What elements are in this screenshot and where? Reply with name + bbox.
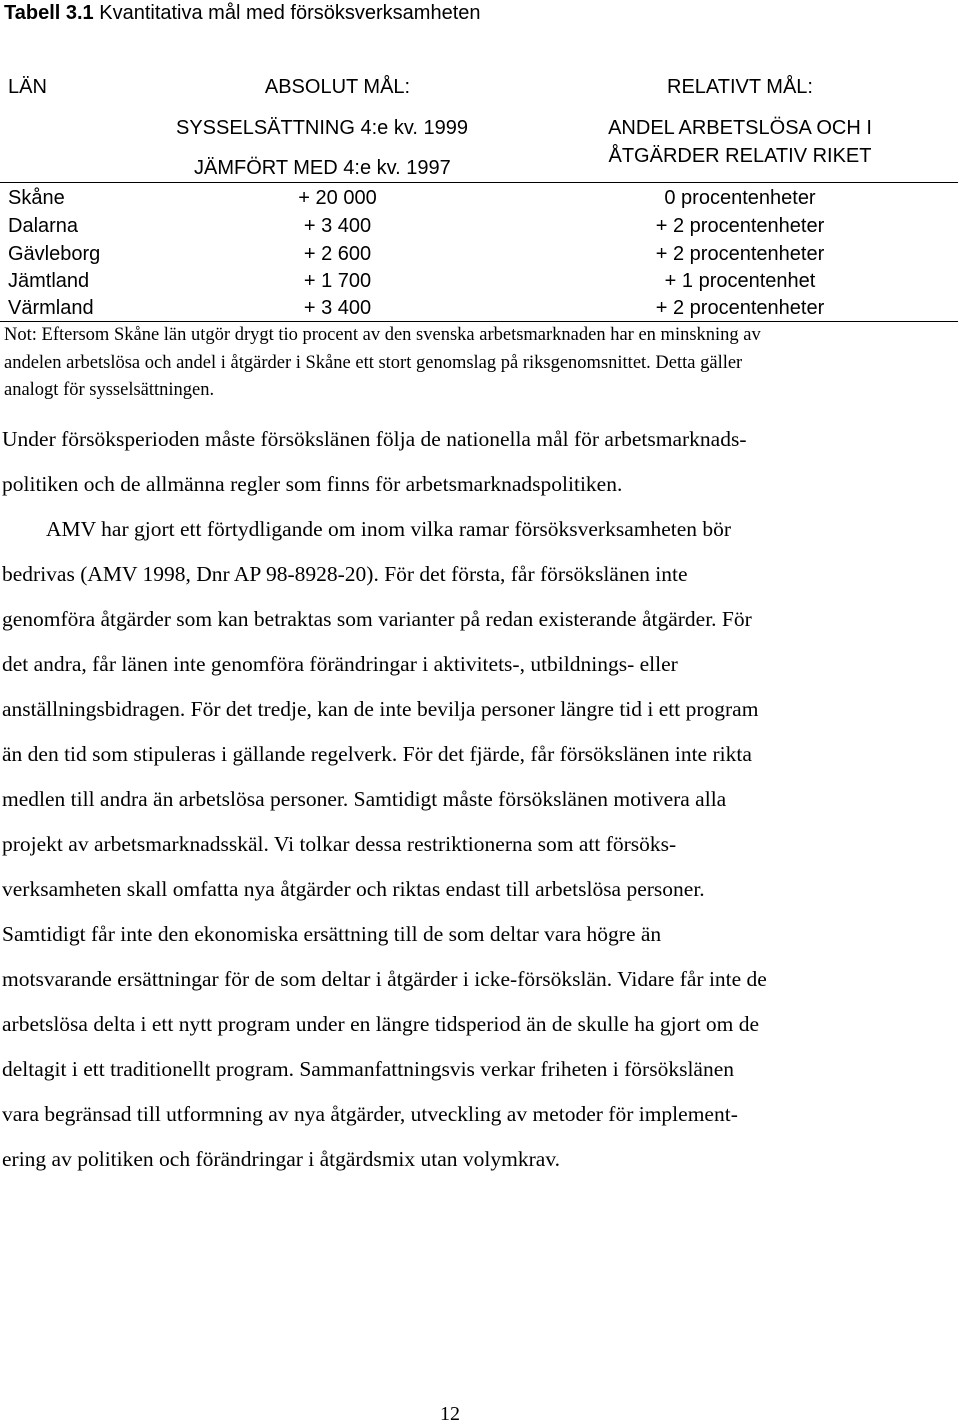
cell-relativt: + 2 procentenheter [655, 243, 825, 265]
page-number: 12 [440, 1403, 460, 1425]
cell-absolut: + 20 000 [298, 187, 377, 209]
header-absolut-sub1: SYSSELSÄTTNING 4:e kv. 1999 [176, 117, 468, 139]
body-line: AMV har gjort ett förtydligande om inom vilka ramar försöksverksamheten bör [46, 517, 732, 541]
cell-absolut: + 1 700 [303, 270, 372, 292]
cell-lan: Jämtland [8, 270, 90, 292]
body-line: politiken och de allmänna regler som finns för arbetsmarknadspolitiken. [2, 472, 623, 496]
body-line: deltagit i ett traditionellt program. Sammanfattningsvis verkar friheten i försökslänen [2, 1057, 734, 1081]
header-rule [0, 182, 958, 183]
table-note [4, 322, 924, 405]
caption-label: Tabell 3.1 [4, 2, 94, 24]
cell-relativt: + 1 procentenhet [664, 270, 816, 292]
table-caption [4, 2, 481, 25]
cell-absolut: + 3 400 [303, 215, 372, 237]
cell-lan: Gävleborg [8, 243, 101, 265]
body-line: Under försöksperioden måste försökslänen följa de nationella mål för arbetsmarknads- [2, 427, 747, 451]
cell-absolut: + 2 600 [303, 243, 372, 265]
cell-lan: Skåne [8, 187, 65, 209]
body-line: projekt av arbetsmarknadsskäl. Vi tolkar dessa restriktionerna som att försöks- [2, 832, 677, 856]
body-line: ering av politiken och förändringar i åtgärdsmix utan volymkrav. [2, 1147, 561, 1171]
header-lan: LÄN [8, 76, 47, 98]
body-line: genomföra åtgärder som kan betraktas som varianter på redan existerande åtgärder. För [2, 607, 752, 631]
body-line: medlen till andra än arbetslösa personer. Samtidigt måste försökslänen motivera alla [2, 787, 727, 811]
cell-relativt: + 2 procentenheter [655, 215, 825, 237]
note-line: Not: Eftersom Skåne län utgör drygt tio procent av den svenska arbetsmarknaden har en minskning av [4, 325, 761, 345]
body-line: verksamheten skall omfatta nya åtgärder och riktas endast till arbetslösa personer. [2, 877, 705, 901]
header-relativt: RELATIVT MÅL: [667, 76, 813, 98]
cell-relativt: 0 procentenheter [664, 187, 816, 209]
cell-relativt: + 2 procentenheter [655, 297, 825, 319]
cell-lan: Värmland [8, 297, 94, 319]
header-absolut: ABSOLUT MÅL: [264, 76, 411, 98]
note-line: andelen arbetslösa och andel i åtgärder i Skåne ett stort genomslag på riksgenomsnittet. Detta gäller [4, 352, 743, 373]
header-relativt-sub1: ANDEL ARBETSLÖSA OCH I [608, 117, 872, 139]
body-line: än den tid som stipuleras i gällande regelverk. För det fjärde, får försökslänen inte rikta [2, 742, 752, 766]
note-line: analogt för sysselsättningen. [4, 380, 215, 400]
cell-lan: Dalarna [8, 215, 79, 237]
caption-title: Kvantitativa mål med försöksverksamheten [93, 2, 481, 24]
body-line: anställningsbidragen. För det tredje, kan de inte bevilja personer längre tid i ett program [2, 697, 759, 721]
body-line: Samtidigt får inte den ekonomiska ersättning till de som deltar vara högre än [2, 922, 662, 946]
header-absolut-sub2: JÄMFÖRT MED 4:e kv. 1997 [194, 157, 451, 179]
body-line: arbetslösa delta i ett nytt program under en längre tidsperiod än de skulle ha gjort om de [2, 1012, 760, 1036]
header-relativt-sub2: ÅTGÄRDER RELATIV RIKET [608, 145, 872, 167]
cell-absolut: + 3 400 [303, 297, 372, 319]
body-line: bedrivas (AMV 1998, Dnr AP 98-8928-20). För det första, får försökslänen inte [2, 562, 688, 586]
body-line: vara begränsad till utformning av nya åtgärder, utveckling av metoder för implement- [2, 1102, 738, 1126]
body-line: motsvarande ersättningar för de som deltar i åtgärder i icke-försökslän. Vidare får inte de [2, 967, 767, 991]
body-line: det andra, får länen inte genomföra förändringar i aktivitets-, utbildnings- eller [2, 652, 678, 676]
